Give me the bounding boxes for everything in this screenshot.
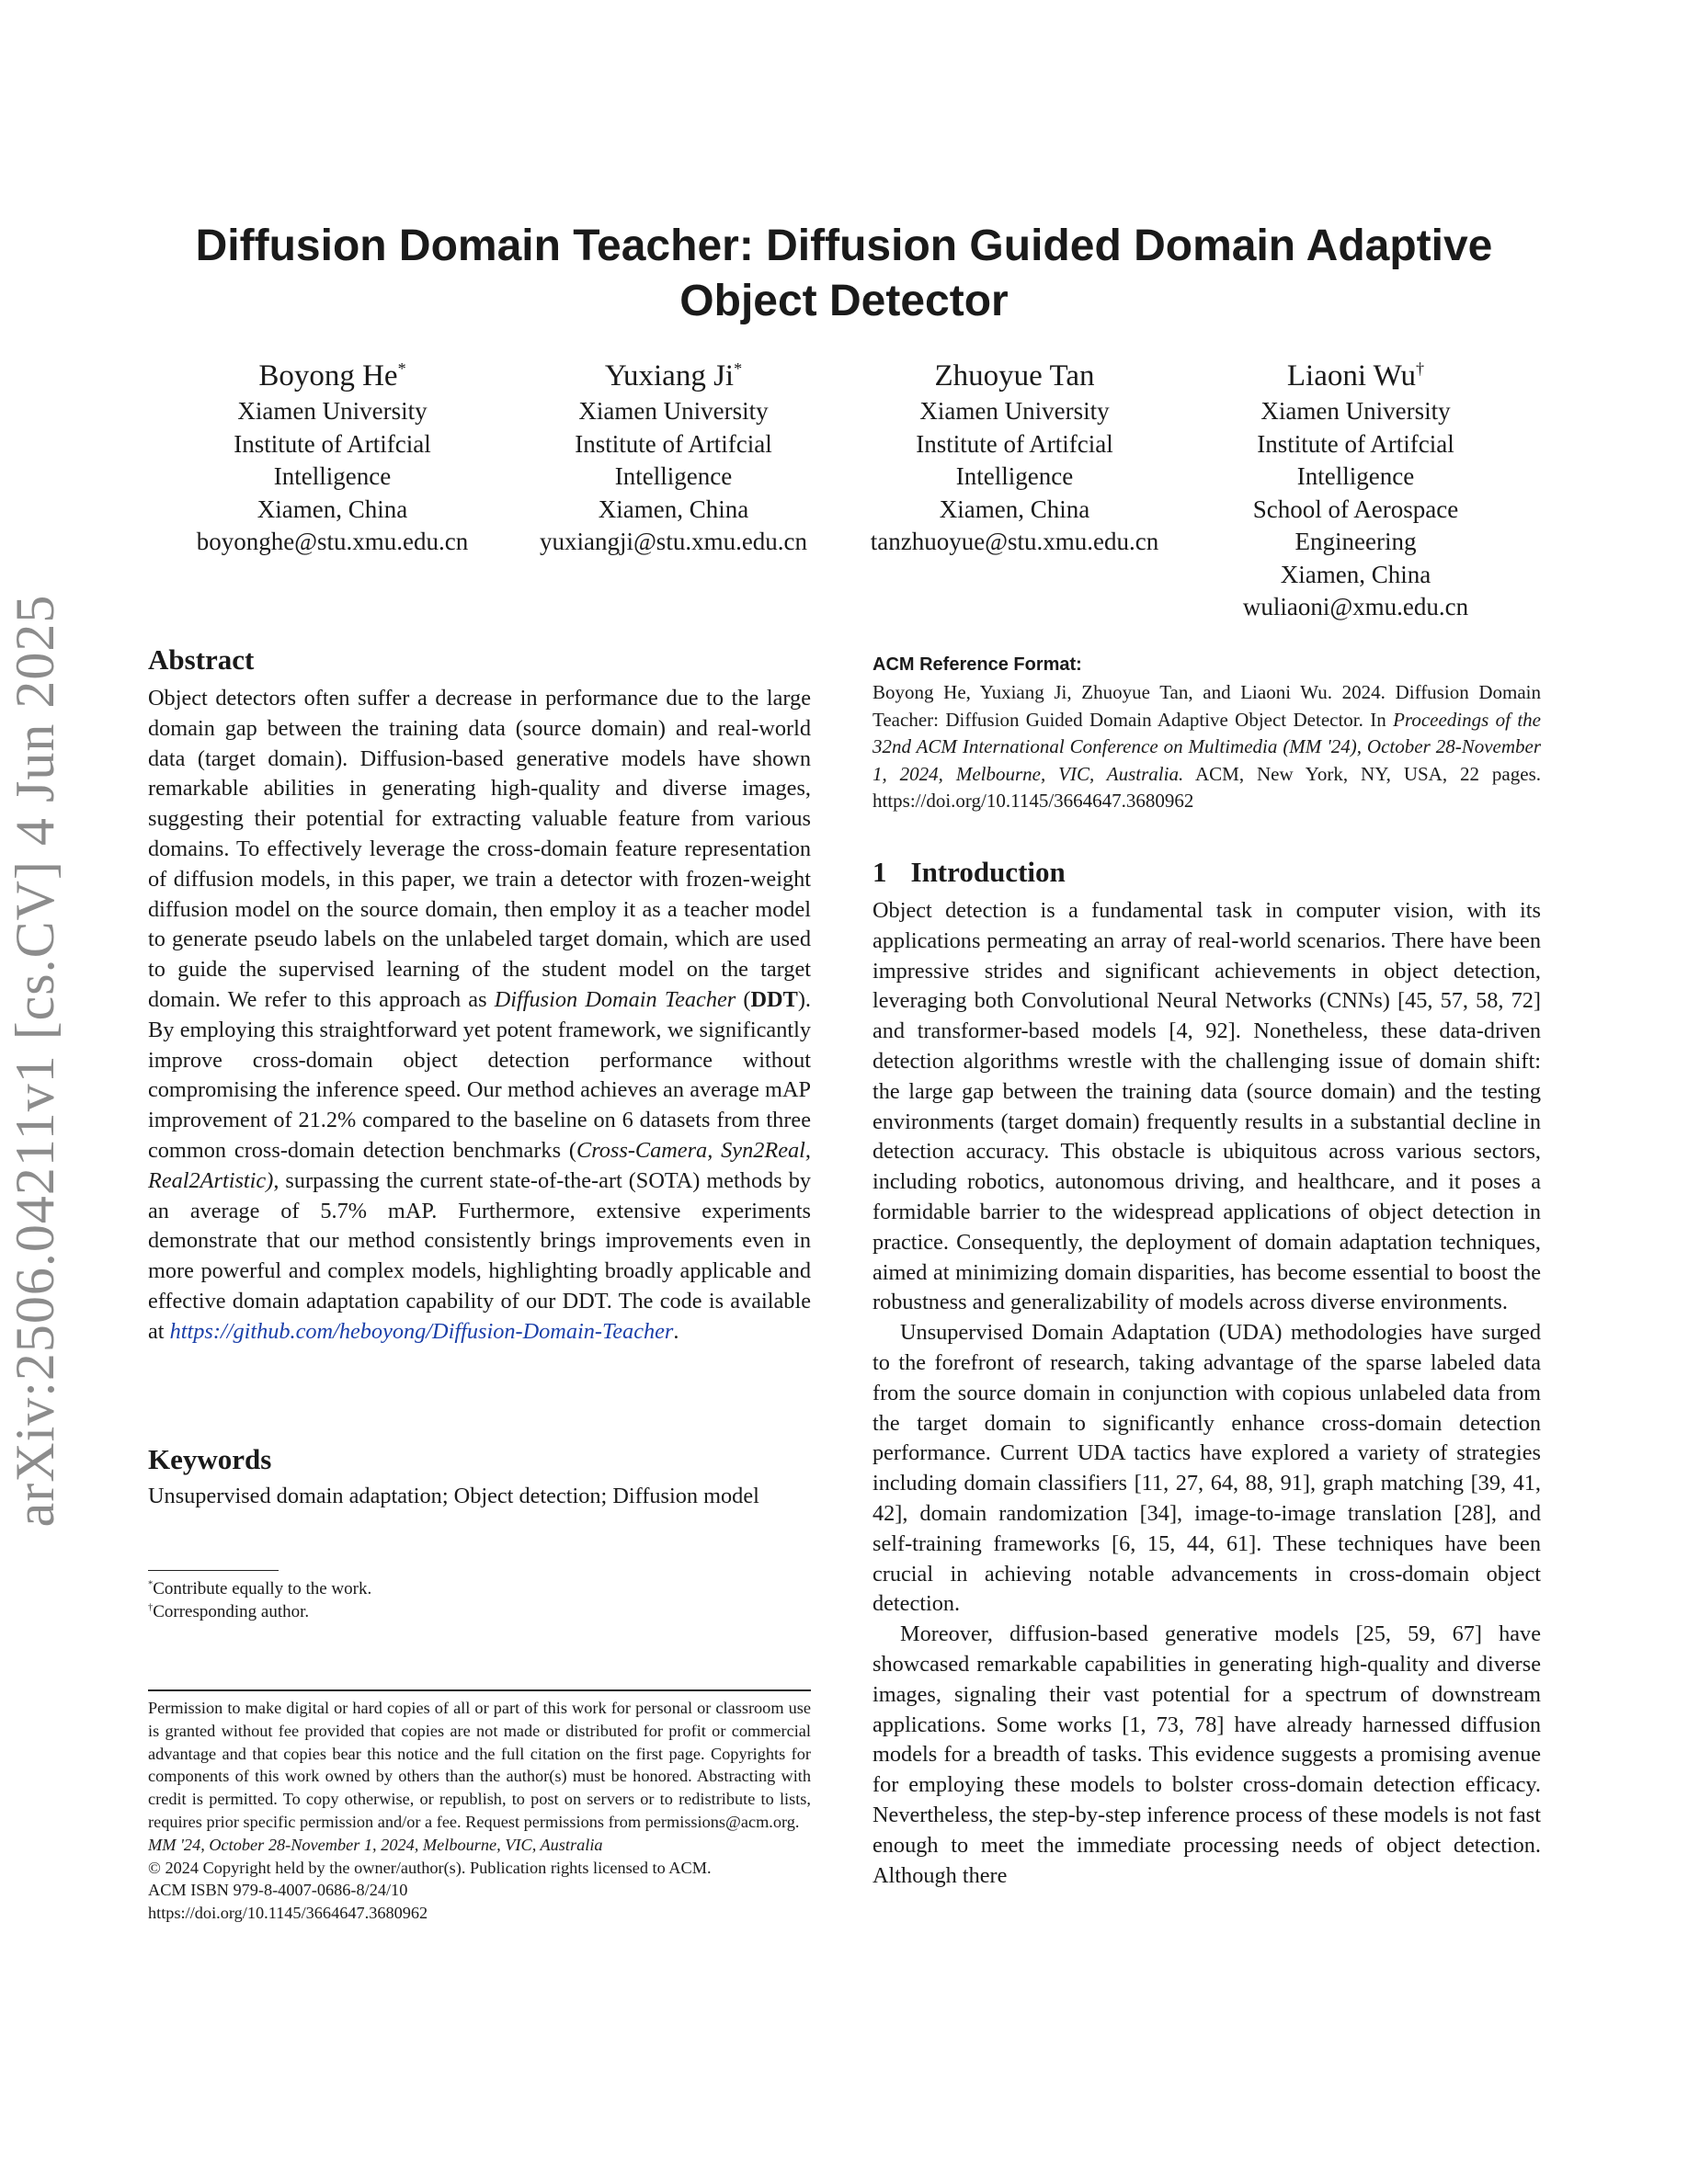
- author-affiliation: Institute of Artifcial: [234, 429, 431, 458]
- author-affiliation: Xiamen University: [919, 397, 1110, 425]
- author-affiliation: Institute of Artifcial: [916, 429, 1113, 458]
- author-email: yuxiangji@stu.xmu.edu.cn: [539, 528, 808, 555]
- author-2: [503, 357, 844, 559]
- author-name: Yuxiang Ji*: [604, 359, 743, 392]
- intro-paragraph: Object detection is a fundamental task in computer vision, with its applications permeating an array of real-world scenarios. There have been impressive strides and significant achievements in object detection, leveraging both Convolutional Neural Networks (CNNs) [45, 57, 58, 72] and transformer-based models [4, 92]. Nonetheless, these data-driven detection algorithms wrestle with the challenging issue of domain shift: the large gap between the training data (source domain) and the testing environments (target domain) frequently results in a substantial decline in detection accuracy. This obstacle is ubiquitous across various sectors, including robotics, autonomous driving, and healthcare, and it poses a formidable barrier to the widespread applications of object detection in practice. Consequently, the deployment of domain adaptation techniques, aimed at minimizing domain disparities, has become essential to boost the robustness and generalizability of models across diverse environments.: [873, 898, 1541, 1315]
- author-email: tanzhuoyue@stu.xmu.edu.cn: [870, 528, 1159, 555]
- introduction-body: [873, 896, 1541, 1891]
- author-name: Boyong He*: [258, 359, 406, 392]
- abstract-text: Object detectors often suffer a decrease in performance due to the large domain gap between the training data (source domain) and real-world data (target domain). Diffusion-based generative models have shown remarkable abilities in generating high-quality and diverse images, suggesting their potential for extracting valuable feature from various domains. To effectively leverage the cross-domain feature representation of diffusion models, in this paper, we train a detector with frozen-weight diffusion model on the source domain, then employ it as a teacher model to generate pseudo labels on the unlabeled target domain, which are used to guide the supervised learning of the student model on the target domain. We refer to this approach as Diffusion Domain Teacher (DDT). By employing this straightforward yet potent framework, we significantly improve cross-domain object detection performance without compromising the inference speed. Our method achieves an average mAP improvement of 21.2% compared to the baseline on 6 datasets from three common cross-domain detection benchmarks (Cross-Camera, Syn2Real, Real2Artistic), surpassing the current state-of-the-art (SOTA) methods by an average of 5.7% mAP. Furthermore, extensive experiments demonstrate that our method consistently brings improvements even in more powerful and complex models, highlighting broadly applicable and effective domain adaptation capability of our DDT. The code is available at https://github.com/heboyong/Diffusion-Domain-Teacher.: [148, 686, 811, 1344]
- introduction-heading: 1 Introduction: [873, 856, 1066, 888]
- keywords-text: Unsupervised domain adaptation; Object detection; Diffusion model: [148, 1484, 759, 1508]
- author-name: Zhuoyue Tan: [934, 359, 1095, 392]
- permission-doi: https://doi.org/10.1145/3664647.3680962: [148, 1904, 428, 1923]
- author-1: [162, 357, 503, 559]
- author-location: Xiamen, China: [1280, 560, 1431, 588]
- author-location: Xiamen, China: [257, 495, 408, 523]
- keywords-heading: Keywords: [148, 1443, 272, 1475]
- author-affiliation: Xiamen University: [1260, 397, 1451, 425]
- intro-paragraph: Moreover, diffusion-based generative models [25, 59, 67] have showcased remarkable capabilities in generating high-quality and diverse images, signaling their vast potential for a spectrum of downstream applications. Some works [1, 73, 78] have already harnessed diffusion models for a breadth of tasks. This evidence suggests a promising avenue for employing these models to bolster cross-domain detection efficacy. Nevertheless, the step-by-step inference process of these models is not fast enough to meet the immediate processing needs of object detection. Although there: [873, 1621, 1541, 1888]
- author-3: [844, 357, 1185, 559]
- author-affiliation: School of Aerospace: [1252, 495, 1459, 523]
- author-affiliation: Institute of Artifcial: [575, 429, 772, 458]
- author-affiliation: Institute of Artifcial: [1257, 429, 1454, 458]
- author-affiliation: Intelligence: [955, 462, 1074, 490]
- author-affiliation: Xiamen University: [578, 397, 769, 425]
- author-affiliation: Intelligence: [273, 462, 392, 490]
- footnote: †Corresponding author.: [148, 1602, 310, 1621]
- permission-text: Permission to make digital or hard copies of all or part of this work for personal or classroom use is granted without fee provided that copies are not made or distributed for profit or commercial advantage and that copies bear this notice and the full citation on the first page. Copyrights for components of this work owned by others than the author(s) must be honored. Abstracting with credit is permitted. To copy otherwise, or republish, to post on servers or to redistribute to lists, requires prior specific permission and/or a fee. Request permissions from permissions@acm.org.: [148, 1699, 811, 1831]
- permission-block: [148, 1697, 811, 1925]
- author-location: Xiamen, China: [939, 495, 1090, 523]
- author-affiliation: Xiamen University: [237, 397, 428, 425]
- code-link[interactable]: https://github.com/heboyong/Diffusion-Domain-Teacher: [169, 1318, 674, 1344]
- author-email: wuliaoni@xmu.edu.cn: [1242, 593, 1469, 620]
- author-location: Xiamen, China: [598, 495, 749, 523]
- author-4: [1185, 357, 1526, 624]
- permission-rule: [148, 1689, 811, 1691]
- acm-reference-text: Boyong He, Yuxiang Ji, Zhuoyue Tan, and Liaoni Wu. 2024. Diffusion Domain Teacher: Diffusion Guided Domain Adaptive Object Detector. In Proceedings of the 32nd ACM International Conference on Multimedia (MM '24), October 28-November 1, 2024, Melbourne, VIC, Australia. ACM, New York, NY, USA, 22 pages. https://doi.org/10.1145/3664647.3680962: [873, 681, 1541, 813]
- abstract-heading: Abstract: [148, 643, 255, 676]
- intro-paragraph: Unsupervised Domain Adaptation (UDA) methodologies have surged to the forefront of research, taking advantage of the sparse labeled data from the source domain in conjunction with copious unlabeled data from the target domain to significantly enhance cross-domain detection performance. Current UDA tactics have explored a variety of strategies including domain classifiers [11, 27, 64, 88, 91], graph matching [39, 41, 42], domain randomization [34], image-to-image translation [28], and self-training frameworks [6, 15, 44, 61]. These techniques have been crucial in achieving notable advancements in cross-domain object detection.: [873, 1320, 1541, 1617]
- author-affiliation: Engineering: [1295, 528, 1417, 555]
- permission-venue: MM '24, October 28-November 1, 2024, Melbourne, VIC, Australia: [148, 1835, 603, 1854]
- footnote-rule: [148, 1570, 279, 1571]
- author-affiliation: Intelligence: [1296, 462, 1415, 490]
- paper-title: Diffusion Domain Teacher: Diffusion Guided Domain Adaptive Object Detector: [195, 222, 1493, 325]
- author-name: Liaoni Wu†: [1286, 359, 1425, 392]
- footnote: *Contribute equally to the work.: [148, 1579, 372, 1598]
- author-email: boyonghe@stu.xmu.edu.cn: [196, 528, 469, 555]
- arxiv-identifier: arXiv:2506.04211v1 [cs.CV] 4 Jun 2025: [5, 594, 65, 1528]
- acm-reference-heading: ACM Reference Format:: [873, 654, 1082, 675]
- footnotes: [148, 1577, 811, 1623]
- author-affiliation: Intelligence: [614, 462, 733, 490]
- permission-isbn: ACM ISBN 979-8-4007-0686-8/24/10: [148, 1881, 408, 1900]
- permission-copyright: © 2024 Copyright held by the owner/author(s). Publication rights licensed to ACM.: [148, 1858, 712, 1877]
